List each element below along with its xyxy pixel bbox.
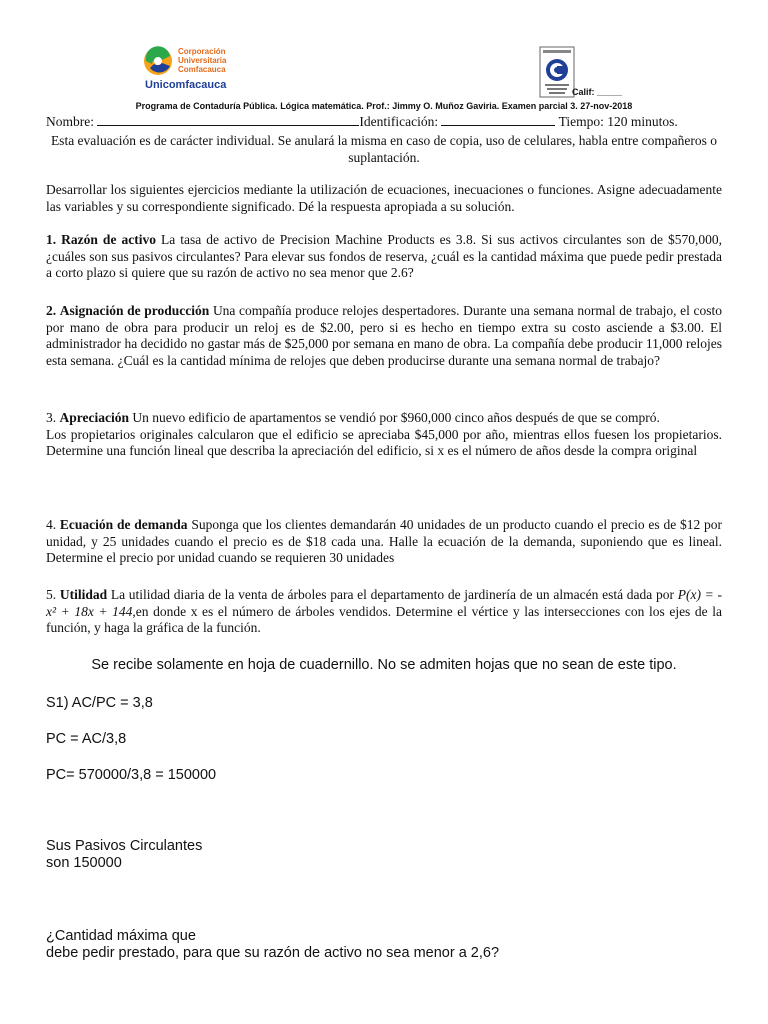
problem-2-text: Una compañía produce relojes despertadores. Durante una semana normal de trabajo, el costo por mano de obra para producir un reloj es de $2.00, pero si es hecho en tiempo extra su costo asciende a $3.00. El administrador ha decidido no gastar más de $25,000 por semana en mano de obra. La compañía debe producir 11,000 relojes esta semana. ¿Cuál es la cantidad mínima de relojes que deben producirse durante una semana normal de trabajo?	[46, 303, 723, 368]
logo-name	[178, 47, 226, 74]
logo-line-1: Corporación	[178, 47, 226, 56]
problem-1-text: La tasa de activo de Precision Machine Products es 3.8. Si sus activos circulantes son de $570,000, ¿cuáles son sus pasivos circulantes? Para elevar sus fondos de reserva, ¿cuál es la cantidad máxima que puede pedir prestada a corto plazo si quiere que su razón de activo no sea menor que 2.6?	[46, 232, 723, 280]
answer-line-5b: debe pedir prestado, para que su razón de activo no sea menor a 2,6?	[46, 945, 500, 961]
problem-2-title: Asignación de producción	[59, 303, 210, 318]
problem-2	[46, 303, 722, 369]
answer-line-4a: Sus Pasivos Circulantes	[46, 838, 203, 854]
problem-3-text: Un nuevo edificio de apartamentos se vendió por $960,000 cinco años después de que se compró.	[132, 410, 660, 425]
certification-seal-icon	[539, 46, 575, 98]
logo-swirl-icon	[140, 44, 176, 78]
logo-line-2: Universitaria	[178, 56, 227, 65]
problem-5-title: Utilidad	[59, 587, 108, 602]
student-info-row	[46, 114, 678, 130]
certification-seal	[539, 46, 575, 98]
problem-3-title: Apreciación	[59, 410, 129, 425]
problem-5-number: 5.	[46, 587, 57, 602]
answer-line-4b: son 150000	[46, 855, 122, 871]
name-field[interactable]	[97, 114, 359, 126]
id-field[interactable]	[441, 114, 555, 126]
problem-5-formula: P(x) = -x² + 18x + 144	[46, 587, 722, 619]
name-label: Nombre:	[46, 114, 94, 129]
problem-3-number: 3.	[46, 410, 57, 425]
logo-brand: Unicomfacauca	[145, 79, 227, 91]
program-line: Programa de Contaduría Pública. Lógica matemática. Prof.: Jimmy O. Muñoz Gaviria. Examen parcial 3. 27-nov-2018	[135, 101, 633, 111]
problem-5-text-a: La utilidad diaria de la venta de árboles para el departamento de jardinería de un almacén está dada por	[110, 587, 674, 602]
id-label: Identificación:	[359, 114, 439, 129]
problem-4-number: 4.	[46, 517, 57, 532]
problem-4	[46, 517, 722, 567]
answer-line-5a: ¿Cantidad máxima que	[46, 928, 196, 944]
problem-2-number: 2.	[46, 303, 57, 318]
problem-3-text-2: Los propietarios originales calcularon que el edificio se apreciaba $45,000 por año, mientras ellos fuesen los propietarios. Determine una función lineal que describa la apreciación del edificio, si x es el número de años desde la compra original	[46, 426, 722, 458]
problem-1-number: 1.	[46, 232, 57, 247]
answer-line-2: PC = AC/3,8	[46, 731, 127, 747]
problem-4-title: Ecuación de demanda	[59, 517, 188, 532]
problem-4-text: Suponga que los clientes demandarán 40 unidades de un producto cuando el precio es de $12 por unidad, y 25 unidades cuando el precio es de $18 cada una. Halle la ecuación de la demanda, suponiendo que es lineal. Determine el precio por unidad cuando se requieren 30 unidades	[46, 517, 723, 565]
submission-notice: Se recibe solamente en hoja de cuadernillo. No se admiten hojas que no sean de este tipo.	[91, 657, 677, 673]
problem-5-text-b: ,en donde x es el número de árboles vendidos. Determine el vértice y las intersecciones con los ejes de la función, y haga la gráfica de la función.	[46, 603, 722, 635]
answer-line-3: PC= 570000/3,8 = 150000	[46, 767, 217, 783]
grade-label: Calif: _____	[572, 87, 623, 97]
problem-5	[46, 587, 722, 637]
problem-1	[46, 232, 722, 282]
answer-line-1: S1) AC/PC = 3,8	[46, 695, 153, 711]
instructions: Desarrollar los siguientes ejercicios mediante la utilización de ecuaciones, inecuaciones o funciones. Asigne adecuadamente las variables y su correspondiente significado. Dé la respuesta apropiada a su solución.	[46, 182, 722, 214]
problem-1-title: Razón de activo	[61, 232, 156, 247]
time-label: Tiempo: 120 minutos.	[558, 114, 678, 129]
logo-line-3: Comfacauca	[178, 65, 226, 74]
individual-note: Esta evaluación es de carácter individual. Se anulará la misma en caso de copia, uso de celulares, habla entre compañeros o suplantación.	[50, 133, 718, 165]
problem-3	[46, 410, 722, 460]
